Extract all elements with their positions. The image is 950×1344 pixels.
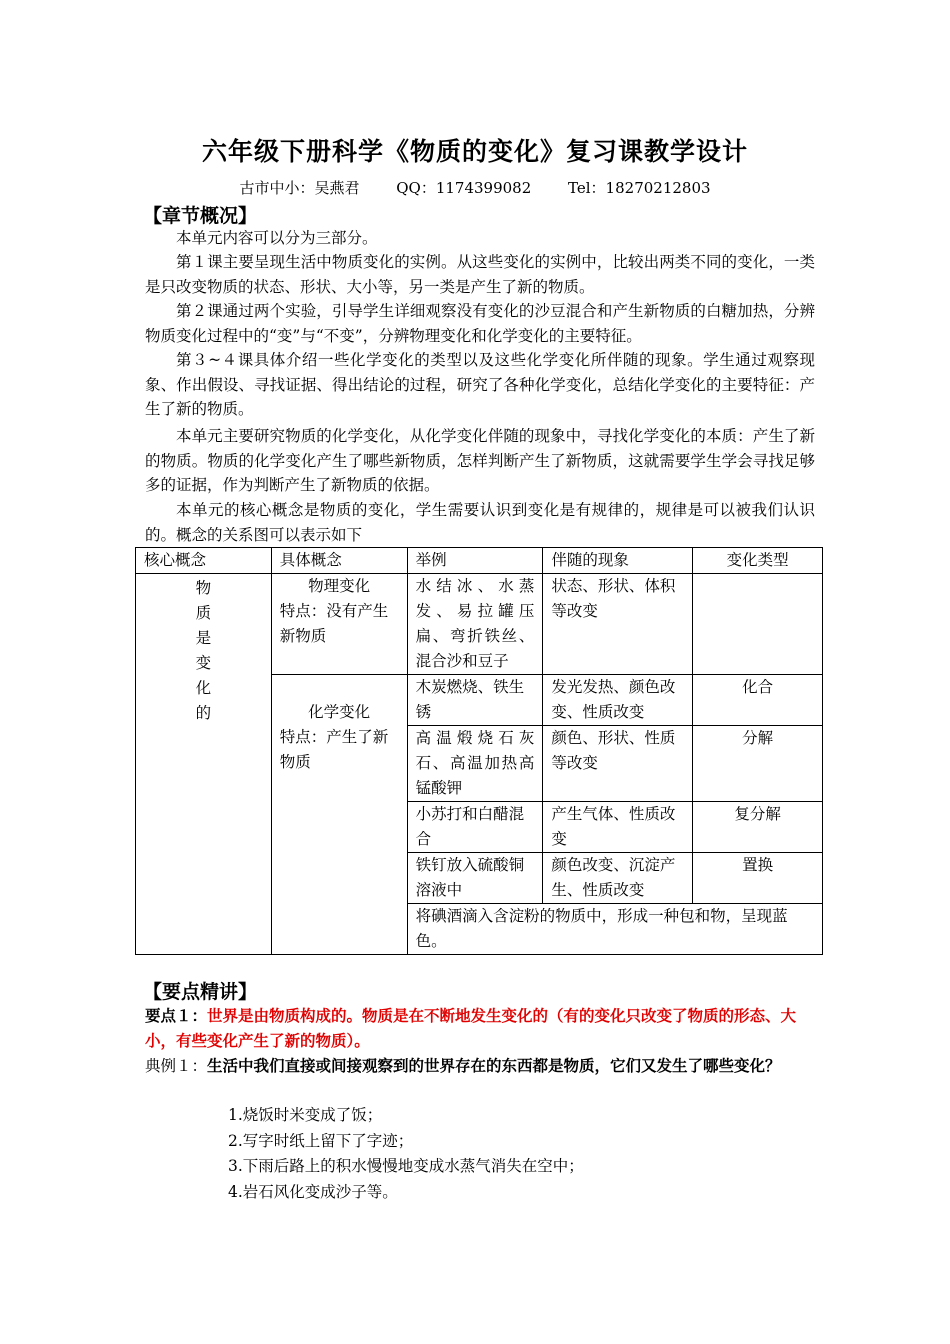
paragraph-2: 第１课主要呈现生活中物质变化的实例。从这些变化的实例中，比较出两类不同的变化，一类是只改变物质的状态、形状、大小等，另一类是产生了新的物质。 [145, 253, 815, 296]
author-qq: QQ：1174399082 [396, 179, 532, 197]
paragraph-1: 本单元内容可以分为三部分。 [176, 229, 378, 247]
chemical-example-cell: 铁钉放入硫酸铜溶液中 [407, 853, 543, 904]
author-name: 古市中小：吴燕君 [239, 179, 360, 197]
header-change-type: 变化类型 [693, 548, 823, 574]
example-list [228, 1103, 584, 1205]
chemical-type-cell: 分解 [693, 726, 823, 802]
author-tel: Tel：18270212803 [568, 179, 711, 197]
example-text: 生活中我们直接或间接观察到的世界存在的东西都是物质，它们又发生了哪些变化？ [207, 1056, 781, 1075]
chemical-type-cell: 复分解 [693, 802, 823, 853]
chemical-concept-title: 化学变化 [308, 703, 371, 721]
core-char: 物 [195, 579, 212, 597]
physical-type-cell [693, 574, 823, 675]
chemical-phenomenon-cell: 发光发热、颜色改变、性质改变 [543, 675, 693, 726]
keypoint-1 [145, 1003, 815, 1053]
chemical-phenomenon-cell: 产生气体、性质改变 [543, 802, 693, 853]
chemical-concept-cell [271, 675, 407, 955]
paragraph-6: 本单元的核心概念是物质的变化，学生需要认识到变化是有规律的，规律是可以被我们认识的。概念的关系图可以表示如下 [145, 501, 815, 544]
table-row-physical [136, 574, 823, 675]
section-heading-keypoints: 【要点精讲】 [143, 981, 258, 1003]
physical-concept-title: 物理变化 [308, 577, 371, 595]
core-concept-cell [136, 574, 272, 955]
chemical-phenomenon-cell: 颜色、形状、性质等改变 [543, 726, 693, 802]
core-char: 是 [195, 629, 212, 647]
example-1 [145, 1053, 815, 1079]
list-item: 3.下雨后路上的积水慢慢地变成水蒸气消失在空中； [228, 1157, 584, 1175]
paragraph-4: 第３~４课具体介绍一些化学变化的类型以及这些化学变化所伴随的现象。学生通过观察现象、作出假设、寻找证据、得出结论的过程，研究了各种化学变化，总结化学变化的主要特征：产生了新的物质。 [145, 351, 815, 419]
header-core-concept: 核心概念 [136, 548, 272, 574]
chemical-phenomenon-cell: 颜色改变、沉淀产生、性质改变 [543, 853, 693, 904]
concept-table [135, 547, 823, 955]
core-char: 化 [195, 679, 212, 697]
chemical-type-cell: 置换 [693, 853, 823, 904]
header-specific-concept: 具体概念 [271, 548, 407, 574]
chemical-type-cell: 化合 [693, 675, 823, 726]
core-char: 质 [195, 604, 212, 622]
list-item: 1.烧饭时米变成了饭； [228, 1106, 383, 1124]
table-header-row [136, 548, 823, 574]
paragraph-3: 第２课通过两个实验，引导学生详细观察没有变化的沙豆混合和产生新物质的白糖加热，分辨物质变化过程中的“变”与“不变”，分辨物理变化和化学变化的主要特征。 [145, 302, 815, 345]
document-title: 六年级下册科学《物质的变化》复习课教学设计 [201, 137, 748, 166]
core-char: 的 [195, 704, 212, 722]
chemical-concept-feature: 特点：产生了新物质 [279, 728, 389, 771]
chemical-example-cell: 小苏打和白醋混合 [407, 802, 543, 853]
core-char: 变 [195, 654, 212, 672]
header-example: 举例 [407, 548, 543, 574]
chemical-last-cell: 将碘酒滴入含淀粉的物质中，形成一种包和物，呈现蓝色。 [407, 904, 822, 955]
author-line [0, 177, 950, 198]
physical-concept-feature: 特点：没有产生新物质 [279, 602, 389, 645]
section-heading-overview: 【章节概况】 [143, 205, 258, 227]
list-item: 4.岩石风化变成沙子等。 [228, 1182, 398, 1201]
chemical-example-cell: 木炭燃烧、铁生锈 [407, 675, 543, 726]
physical-example-cell: 水结冰、水蒸发、易拉罐压扁、弯折铁丝、混合沙和豆子 [407, 574, 543, 675]
list-item: 2.写字时纸上留下了字迹； [228, 1131, 414, 1150]
keypoint-text: 世界是由物质构成的。物质是在不断地发生变化的（有的变化只改变了物质的形态、大小，有些变化产生了新的物质）。 [145, 1006, 797, 1050]
chemical-example-cell: 高温煅烧石灰石、高温加热高锰酸钾 [407, 726, 543, 802]
paragraph-5: 本单元主要研究物质的化学变化，从化学变化伴随的现象中，寻找化学变化的本质：产生了新的物质。物质的化学变化产生了哪些新物质，怎样判断产生了新物质，这就需要学生学会寻找足够多的证据，作为判断产生了新物质的依据。 [145, 427, 815, 495]
header-phenomenon: 伴随的现象 [543, 548, 693, 574]
physical-concept-cell [271, 574, 407, 675]
example-label: 典例１： [145, 1057, 208, 1075]
physical-phenomenon-cell: 状态、形状、体积等改变 [543, 574, 693, 675]
keypoint-label: 要点１： [145, 1006, 208, 1025]
